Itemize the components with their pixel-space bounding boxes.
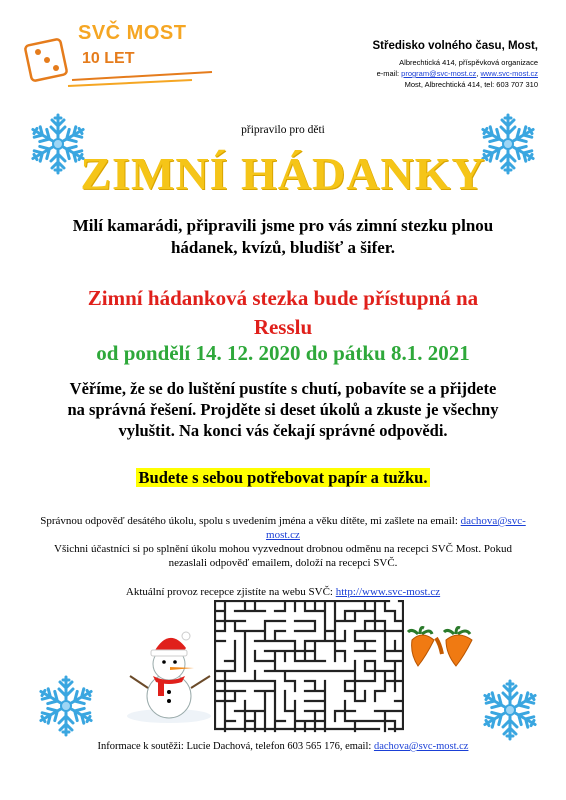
reception-info bbox=[0, 586, 566, 598]
org-web-link[interactable]: www.svc-most.cz bbox=[480, 69, 538, 78]
email-label: e-mail: bbox=[376, 69, 400, 78]
carrots-icon bbox=[404, 626, 484, 670]
page-title: ZIMNÍ HÁDANKY bbox=[80, 148, 486, 199]
logo-name: SVČ MOST bbox=[78, 22, 187, 44]
logo-subtitle: 10 LET bbox=[82, 50, 135, 67]
org-email-link[interactable]: program@svc-most.cz bbox=[401, 69, 477, 78]
footer-email-link[interactable]: dachova@svc-most.cz bbox=[373, 741, 469, 752]
snowman-icon bbox=[124, 624, 214, 724]
snowflake-icon bbox=[34, 674, 98, 738]
prepared-for-kids: připravilo pro děti bbox=[241, 124, 325, 136]
trail-location: Zimní hádanková stezka bude přístupná na Resslu bbox=[87, 286, 479, 339]
org-name: Středisko volného času, Most, bbox=[372, 40, 538, 52]
org-phone: Most, Albrechtická 414, tel: 603 707 310 bbox=[404, 80, 538, 89]
snowflake-icon bbox=[478, 678, 542, 742]
org-contact bbox=[377, 69, 538, 78]
highlight-text: Budete s sebou potřebovat papír a tužku. bbox=[136, 468, 431, 487]
reward-text: Všichni účastníci si po splnění úkolu mohou vyzvednout drobnou odměnu na recepci SVČ Most. Pokud nezaslali odpověď emailem, doloží na recepci SVČ. bbox=[54, 543, 512, 569]
instructions-text: Věříme, že se do luštění pustíte s chutí, pobavíte se a přijdete na správná řešení. Projděte si deset úkolů a zkuste je všechny vyluštit. Na konci vás čekají správné odpovědi. bbox=[67, 379, 499, 440]
answer-text: Správnou odpověď desátého úkolu, spolu s uvedením jména a věku dítěte, mi zašlete na email: bbox=[40, 515, 458, 527]
separator: , bbox=[476, 69, 479, 78]
dice-icon bbox=[25, 39, 68, 82]
trail-dates: od pondělí 14. 12. 2020 do pátku 8.1. 2021 bbox=[96, 341, 470, 365]
footer-text: Informace k soutěži: Lucie Dachová, telefon 603 565 176, email: bbox=[97, 741, 372, 752]
reception-web-link[interactable]: http://www.svc-most.cz bbox=[335, 586, 441, 598]
highlight-line bbox=[0, 468, 566, 488]
maze-icon bbox=[214, 600, 404, 735]
reception-label: Aktuální provoz recepce zjistíte na webu SVČ: bbox=[125, 586, 333, 598]
footer-contact bbox=[0, 741, 566, 752]
org-address: Albrechtická 414, příspěvková organizace bbox=[399, 58, 538, 67]
answer-instructions bbox=[40, 514, 526, 570]
intro-text: Milí kamarádi, připravili jsme pro vás zimní stezku plnou hádanek, kvízů, bludišť a šifer. bbox=[72, 216, 494, 257]
answer-email-link[interactable]: dachova@svc-most.cz bbox=[266, 515, 526, 541]
